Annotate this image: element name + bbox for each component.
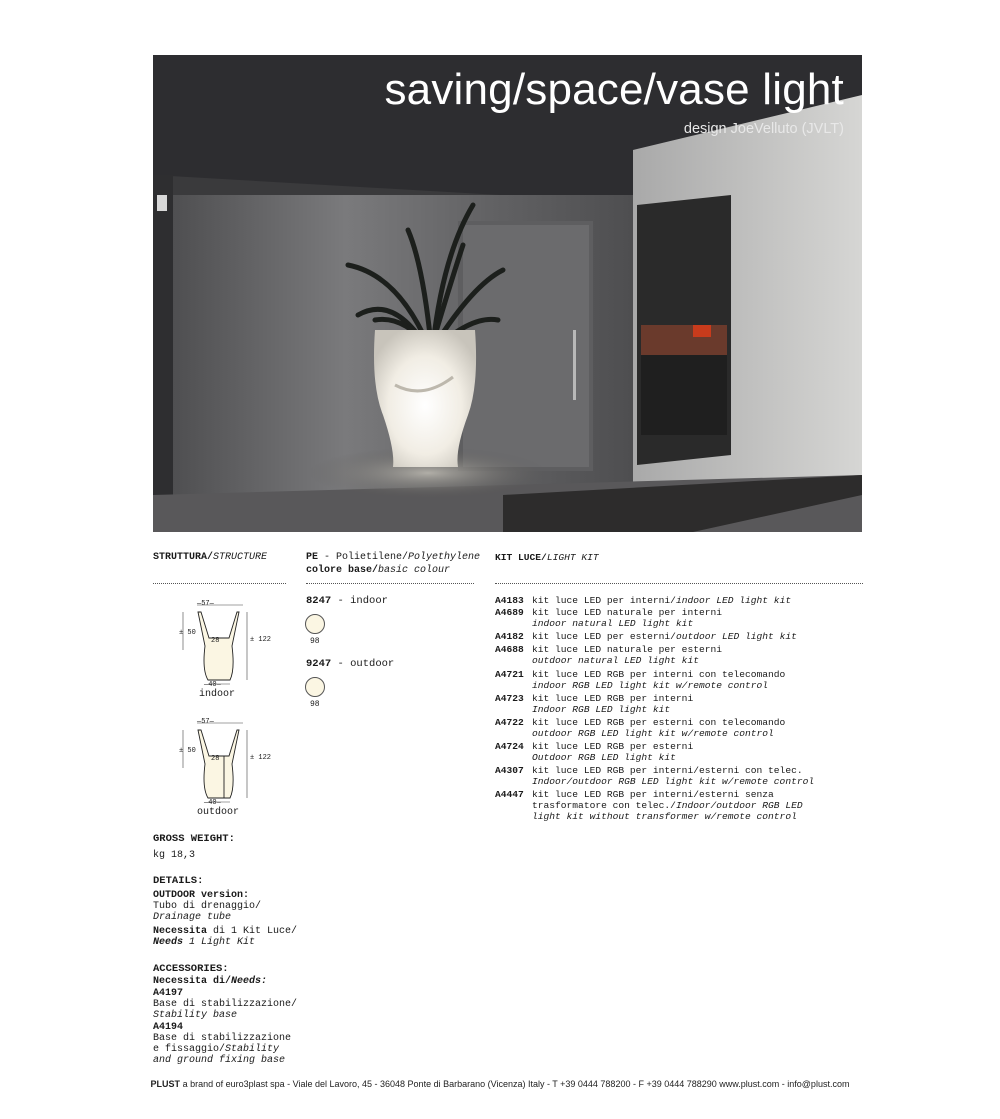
kit-desc: kit luce LED RGB per esterni Outdoor RGB LED light kit: [532, 741, 694, 763]
swatch-number: 98: [310, 637, 320, 646]
kit-heading: KIT LUCE/LIGHT KIT: [495, 552, 599, 563]
kit-code: A4723: [495, 693, 524, 704]
kit-code: A4724: [495, 741, 524, 752]
structure-heading: STRUTTURA/STRUCTURE: [153, 552, 268, 563]
kit-desc: kit luce LED RGB per interni Indoor RGB LED light kit: [532, 693, 694, 715]
outdoor-version-heading: OUTDOOR version:: [153, 890, 250, 901]
colour-swatch-indoor: [305, 614, 325, 634]
kit-desc: kit luce LED RGB per interni con telecomando indoor RGB LED light kit w/remote control: [532, 669, 786, 691]
divider: [306, 583, 474, 584]
kit-code: A4689: [495, 607, 524, 618]
dim-top-outdoor: —57—: [197, 718, 214, 726]
outdoor-label: outdoor: [197, 807, 240, 818]
footer: PLUST a brand of euro3plast spa - Viale del Lavoro, 45 - 36048 Ponte di Barbarano (Vicenza) Italy - T +39 0444 788200 - F +39 0444 788290 www.plust.com - info@plust.com: [150, 1079, 850, 1089]
kit-desc: kit luce LED per esterni/outdoor LED light kit: [532, 631, 797, 642]
designer-credit: design JoeVelluto (JVLT): [683, 121, 844, 137]
accessory-it-en: e fissaggio/Stability: [153, 1044, 280, 1055]
accessory-it: Base di stabilizzazione: [153, 1033, 292, 1044]
kit-desc: kit luce LED per interni/indoor LED light kit: [532, 595, 792, 606]
accessories-heading: ACCESSORIES:: [153, 963, 229, 975]
accessories-subheading: Necessita di/Needs:: [153, 976, 268, 987]
kit-desc: kit luce LED naturale per esterni outdoor natural LED light kit: [532, 644, 722, 666]
kit-desc: kit luce LED RGB per interni/esterni senza trasformatore con telec./Indoor/outdoor RGB LED light kit without transformer w/remote control: [532, 789, 803, 822]
drain-en: Drainage tube: [153, 912, 232, 923]
gross-weight-heading: GROSS WEIGHT:: [153, 833, 235, 845]
kit-code: A4307: [495, 765, 524, 776]
dim-bottom-outdoor: —40—: [204, 799, 221, 807]
indoor-label: indoor: [199, 689, 236, 700]
dim-height-outdoor: ± 122: [250, 754, 272, 762]
swatch-number: 98: [310, 700, 320, 709]
dim-top-indoor: —57—: [197, 600, 214, 608]
kit-code: A4688: [495, 644, 524, 655]
dim-inner-outdoor: 28: [211, 755, 220, 763]
kit-desc: kit luce LED naturale per interni indoor natural LED light kit: [532, 607, 722, 629]
divider: [153, 583, 286, 584]
hero-photo: [153, 55, 862, 532]
gross-weight-value: kg 18,3: [153, 850, 196, 861]
kit-code: A4721: [495, 669, 524, 680]
needs-it: Necessita di 1 Kit Luce/: [153, 926, 298, 937]
drain-it: Tubo di drenaggio/: [153, 901, 262, 912]
dim-bottom-indoor: —40—: [204, 681, 221, 689]
accessory-it: Base di stabilizzazione/: [153, 999, 298, 1010]
dim-height-indoor: ± 122: [250, 636, 272, 644]
colour-indoor: 8247 - indoor: [306, 595, 388, 607]
dim-inner-indoor: 28: [211, 637, 220, 645]
kit-code: A4447: [495, 789, 524, 800]
kit-desc: kit luce LED RGB per interni/esterni con telec. Indoor/outdoor RGB LED light kit w/remote control: [532, 765, 815, 787]
accessory-code: A4197: [153, 988, 184, 999]
material-heading: PE - Polietilene/Polyethylene: [306, 552, 481, 563]
dim-left-outdoor: ± 50: [179, 747, 196, 755]
product-title: saving/space/vase light: [384, 65, 844, 114]
needs-en: Needs 1 Light Kit: [153, 937, 256, 948]
dim-left-indoor: ± 50: [179, 629, 196, 637]
colour-swatch-outdoor: [305, 677, 325, 697]
accessory-en: Stability base: [153, 1010, 238, 1021]
colour-outdoor: 9247 - outdoor: [306, 658, 395, 670]
kit-code: A4722: [495, 717, 524, 728]
details-heading: DETAILS:: [153, 875, 204, 887]
divider: [495, 583, 863, 584]
accessory-code: A4194: [153, 1022, 184, 1033]
kit-code: A4182: [495, 631, 524, 642]
kit-desc: kit luce LED RGB per esterni con telecomando outdoor RGB LED light kit w/remote control: [532, 717, 786, 739]
kit-code: A4183: [495, 595, 524, 606]
accessory-en: and ground fixing base: [153, 1055, 286, 1066]
colour-heading: colore base/basic colour: [306, 565, 451, 576]
